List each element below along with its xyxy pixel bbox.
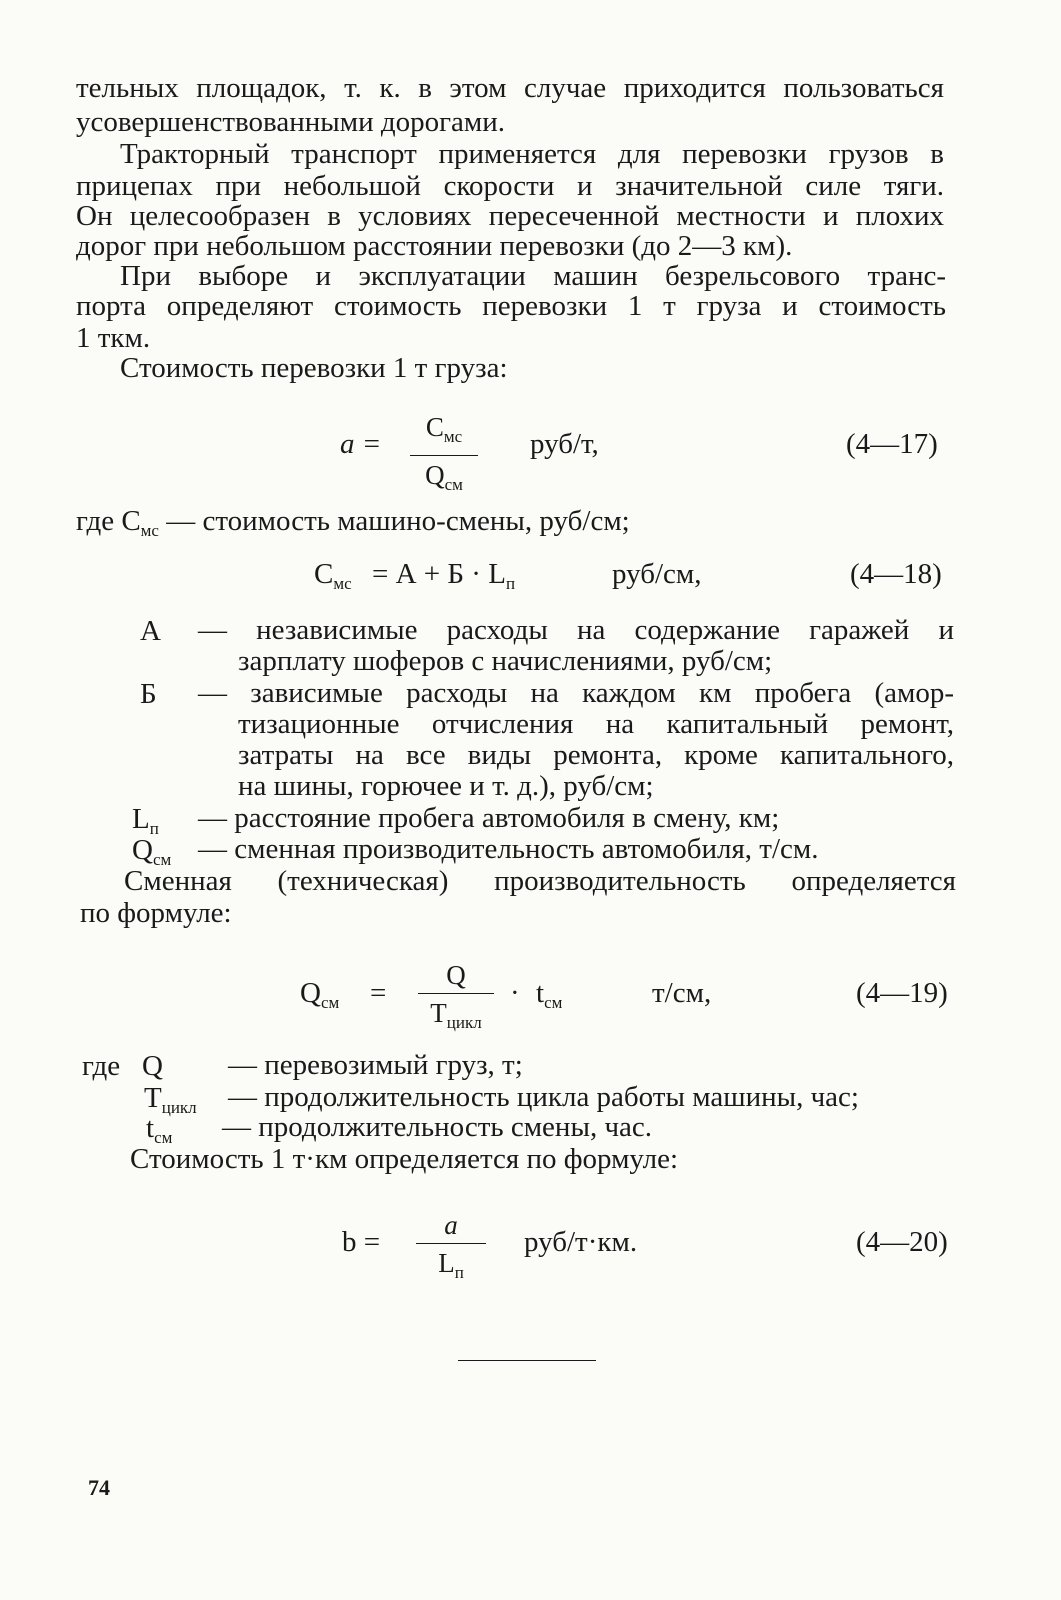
def-symbol: Б xyxy=(140,678,157,710)
eq18-unit: руб/см, xyxy=(612,558,702,590)
text-line: Сменная (техническая) производительность определяется xyxy=(124,865,956,897)
eq17-number: (4—17) xyxy=(846,428,938,460)
def-line: — независимые расходы на содержание гаражей и xyxy=(198,614,954,646)
eq19-equals: = xyxy=(370,977,387,1009)
def-line: затраты на все виды ремонта, кроме капитального, xyxy=(238,739,954,771)
eq19-num: Q xyxy=(446,960,466,990)
section-end-rule xyxy=(458,1360,596,1361)
eq20-unit: руб/т·км. xyxy=(524,1226,638,1258)
eq20-fraction xyxy=(416,1210,486,1288)
eq20-den-sub: п xyxy=(454,1263,464,1282)
text-line: Стоимость 1 т·км определяется по формуле: xyxy=(130,1143,679,1175)
eq19-lhs xyxy=(300,977,339,1013)
def-line: на шины, горючее и т. д.), руб/см; xyxy=(238,770,654,802)
eq19-unit: т/см, xyxy=(652,977,712,1009)
eq17-num: С xyxy=(425,412,444,442)
eq19-dot: · xyxy=(510,977,520,1009)
def-symbol-sub: цикл xyxy=(161,1098,197,1117)
def-text: — расстояние пробега автомобиля в смену, км; xyxy=(198,802,780,834)
text-line: Он целесообразен в условиях пересеченной местности и плохих xyxy=(76,200,944,232)
eq19-t-sub: см xyxy=(544,993,563,1012)
def-line: тизационные отчисления на капитальный ремонт, xyxy=(238,708,954,740)
def-text: — перевозимый груз, т; xyxy=(228,1049,523,1081)
eq20-number: (4—20) xyxy=(856,1226,948,1258)
eq19-number: (4—19) xyxy=(856,977,948,1009)
def-text: — продолжительность смены, час. xyxy=(222,1111,653,1143)
text-line: 1 ткм. xyxy=(76,322,151,354)
eq17-unit: руб/т, xyxy=(530,428,599,460)
eq20-num: a xyxy=(444,1210,458,1240)
def-symbol-sub: см xyxy=(152,850,172,869)
eq19-fraction xyxy=(418,960,494,1038)
def-text xyxy=(198,615,954,677)
eq19-lhs-sym: Q xyxy=(300,977,321,1009)
text-line: Стоимость перевозки 1 т груза: xyxy=(120,352,508,384)
eq19-t-sym: t xyxy=(536,977,545,1009)
eq18-number: (4—18) xyxy=(850,558,942,590)
text-line: прицепах при небольшой скорости и значительной силе тяги. xyxy=(76,170,944,202)
def-text: — сменная производительность автомобиля, т/см. xyxy=(198,833,819,865)
def-symbol-letter: t xyxy=(146,1112,155,1144)
fraction-bar xyxy=(418,993,494,994)
eq18-rhs-expr: = А + Б · L xyxy=(372,558,506,590)
def-symbol-sub: п xyxy=(149,819,159,838)
eq17-den-sub: см xyxy=(444,475,463,494)
eq19-den: Т xyxy=(430,998,447,1028)
def-line: зарплату шоферов с начислениями, руб/см; xyxy=(238,645,773,677)
eq20-den: L xyxy=(438,1248,455,1278)
where-sub: мс xyxy=(140,521,159,540)
eq17-fraction xyxy=(410,412,478,500)
fraction-bar xyxy=(410,455,478,456)
eq19-t xyxy=(536,977,562,1013)
def-text: — продолжительность цикла работы машины, час; xyxy=(228,1081,859,1113)
def-symbol: Q xyxy=(142,1050,163,1082)
page-number: 74 xyxy=(88,1475,110,1500)
text-line: При выборе и эксплуатации машин безрельсового транс- xyxy=(120,260,946,292)
eq18-lhs-sym: С xyxy=(314,558,334,590)
where-line xyxy=(76,505,630,547)
text-line: Тракторный транспорт применяется для перевозки грузов в xyxy=(120,138,944,170)
text-line: дорог при небольшом расстоянии перевозки (до 2—3 км). xyxy=(76,230,793,262)
eq18-lhs-sub: мс xyxy=(333,574,352,593)
text-line: порта определяют стоимость перевозки 1 т груза и стоимость xyxy=(76,290,946,322)
def-symbol-sub: см xyxy=(154,1128,173,1147)
eq17-num-sub: мс xyxy=(443,427,463,446)
eq19-lhs-sub: см xyxy=(320,993,340,1012)
def-prefix: где xyxy=(82,1050,121,1082)
eq18-lhs xyxy=(314,558,352,594)
text-line: по формуле: xyxy=(80,897,232,929)
fraction-bar xyxy=(416,1243,486,1244)
def-text xyxy=(198,678,954,802)
where-prefix: где С xyxy=(76,505,141,537)
def-symbol: А xyxy=(140,615,161,647)
text-line: тельных площадок, т. к. в этом случае приходится пользоваться xyxy=(76,72,944,104)
eq17-lhs: a = xyxy=(340,428,382,460)
def-line: — зависимые расходы на каждом км пробега (амор- xyxy=(198,677,954,709)
eq18-rhs-sub: п xyxy=(505,574,516,593)
eq17-den: Q xyxy=(425,460,445,490)
text-line: усовершенствованными дорогами. xyxy=(76,106,505,138)
eq19-den-sub: цикл xyxy=(446,1013,482,1032)
eq18-rhs xyxy=(372,558,515,594)
eq20-lhs: b = xyxy=(342,1226,381,1258)
def-symbol-letter: L xyxy=(132,803,150,835)
def-symbol-letter: Т xyxy=(144,1082,162,1114)
def-symbol-letter: Q xyxy=(132,834,153,866)
where-text: — стоимость машино-смены, руб/см; xyxy=(166,505,630,537)
